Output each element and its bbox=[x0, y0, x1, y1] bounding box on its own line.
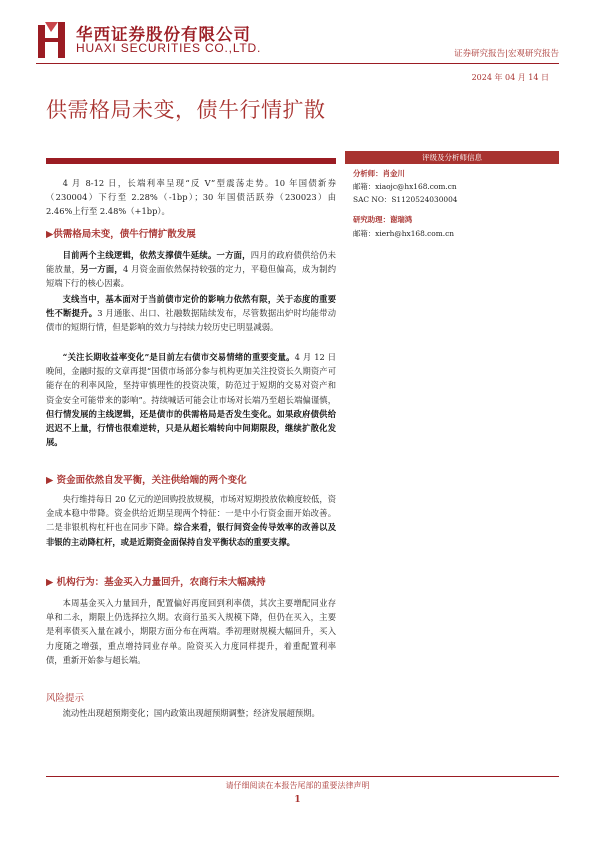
huaxi-logo bbox=[38, 22, 68, 58]
section-1-title: ▶供需格局未变，债牛行情扩散发展 bbox=[46, 229, 196, 240]
header-divider bbox=[36, 63, 559, 64]
company-name-en: HUAXI SECURITIES CO.,LTD. bbox=[76, 41, 262, 55]
s1-p1-mid: 四月的政府债供给仍未能放量， bbox=[46, 250, 336, 275]
legal-notice: 请仔细阅读在本报告尾部的重要法律声明 bbox=[225, 781, 370, 790]
s1-paragraph-3 bbox=[46, 350, 336, 449]
s1-p2-bold: 支线当中，基本面对于当前债市定价的影响力依然有限，关于态度的重要性不断提升。 bbox=[46, 294, 336, 319]
assistant-email: 邮箱：xierh@hx168.com.cn bbox=[353, 229, 454, 238]
analyst-name: 肖金川 bbox=[382, 169, 405, 178]
s2-paragraph-1 bbox=[46, 492, 336, 549]
report-title: 供需格局未变，债牛行情扩散 bbox=[46, 98, 326, 122]
s1-p2-rest: 3 月通胀、出口、社融数据陆续发布，尽管数据出炉时均能带动债市的短期行情，但是影响的效力与持续力较历史已明显减弱。 bbox=[46, 308, 336, 333]
assistant-name: 谢瑞鸿 bbox=[389, 215, 413, 224]
analyst-label: 分析师： bbox=[353, 169, 383, 178]
sidebar-heading: 评级及分析师信息 bbox=[345, 151, 559, 164]
s1-p3-bold2: 但行情发展的主线逻辑，还是债市的供需格局是否发生变化。如果政府债供给迟迟不上量，行情也很难逆转，只是从超长端转向中间期限段，继续扩散化发展。 bbox=[46, 408, 336, 448]
report-date: 2024 年 04 月 14 日 bbox=[471, 73, 549, 82]
page-number: 1 bbox=[294, 795, 301, 805]
s1-p3-mid: 4 月 12 日晚间，金融时报的文章再提“国债市场部分参与机构更加关注投资长久期资产可能存在的利率风险，坚持审慎理性的投资决策，防范过于短期的交易对资产和资金安全可能带来的影响”。持续喊话可能会让市场对长端乃至超长端偏谨慎， bbox=[46, 352, 336, 405]
s2-p1-bold: 综合来看，银行间资金传导效率的改善以及非银的主动降杠杆，或是近期资金面保持自发平衡状态的重要支撑。 bbox=[46, 522, 336, 547]
assistant-line bbox=[353, 214, 412, 225]
section-2-title: ▶ 资金面依然自发平衡，关注供给端的两个变化 bbox=[46, 475, 247, 486]
s1-p3-bold: “关注长期收益率变化”是目前左右债市交易情绪的重要变量。 bbox=[62, 352, 295, 362]
risk-title: 风险提示 bbox=[46, 693, 85, 704]
s1-paragraph-1 bbox=[46, 248, 336, 291]
s2-p1-text: 央行维持每日 20 亿元的逆回购投放规模，市场对短期投放依赖度较低，资金成本稳中带降。资金供给近期呈现两个特征：一是中小行资金面开始改善。二是非银机构杠杆也在同步下降。 bbox=[46, 494, 336, 533]
analyst-line bbox=[353, 168, 405, 179]
section-3-title: ▶ 机构行为：基金买入力量回升，农商行未大幅减持 bbox=[46, 577, 266, 588]
analyst-email: 邮箱：xiaojc@hx168.com.cn bbox=[353, 182, 457, 191]
s3-paragraph-1: 本周基金买入力量回升，配置偏好再度回到利率债，其次主要增配同业存单和二永，期限上仍选择拉久期。农商行虽买入规模下降，但仍在买入，主要是利率债买入量在减小，期限方面分布在两端。季初理财规模大幅回升，买入力度随之增强，重点增持同业存单。险资买入力度同样提升，着重配置利率债，重新开始参与超长端。 bbox=[46, 598, 336, 665]
risk-text: 流动性出现超预期变化；国内政策出现超预期调整；经济发展超预期。 bbox=[62, 708, 320, 718]
s1-p1-bold: 目前两个主线逻辑，依然支撑债牛延续。一方面， bbox=[62, 250, 251, 260]
report-type: 证券研究报告|宏观研究报告 bbox=[454, 49, 559, 59]
s1-paragraph-2 bbox=[46, 292, 336, 335]
company-name-cn: 华西证券股份有限公司 bbox=[76, 25, 251, 44]
title-underline-bar bbox=[46, 158, 336, 164]
s1-p1-rest: 4 月资金面依然保持较强的定力，平稳但偏高，成为制约短端下行的核心因素。 bbox=[46, 264, 336, 289]
intro-paragraph: 4 月 8-12 日，长端利率呈现“反 V”型震荡走势。10 年国债新券（230004）下行至 2.28%（-1bp）；30 年国债活跃券（230023）由 2.46%上行至 2.48%（+1bp）。 bbox=[46, 178, 336, 217]
assistant-label: 研究助理： bbox=[353, 215, 390, 224]
s1-p1-bold2: 另一方面， bbox=[80, 264, 123, 275]
analyst-sac: SAC NO：S1120524030004 bbox=[353, 195, 458, 204]
footer-divider bbox=[46, 776, 559, 777]
